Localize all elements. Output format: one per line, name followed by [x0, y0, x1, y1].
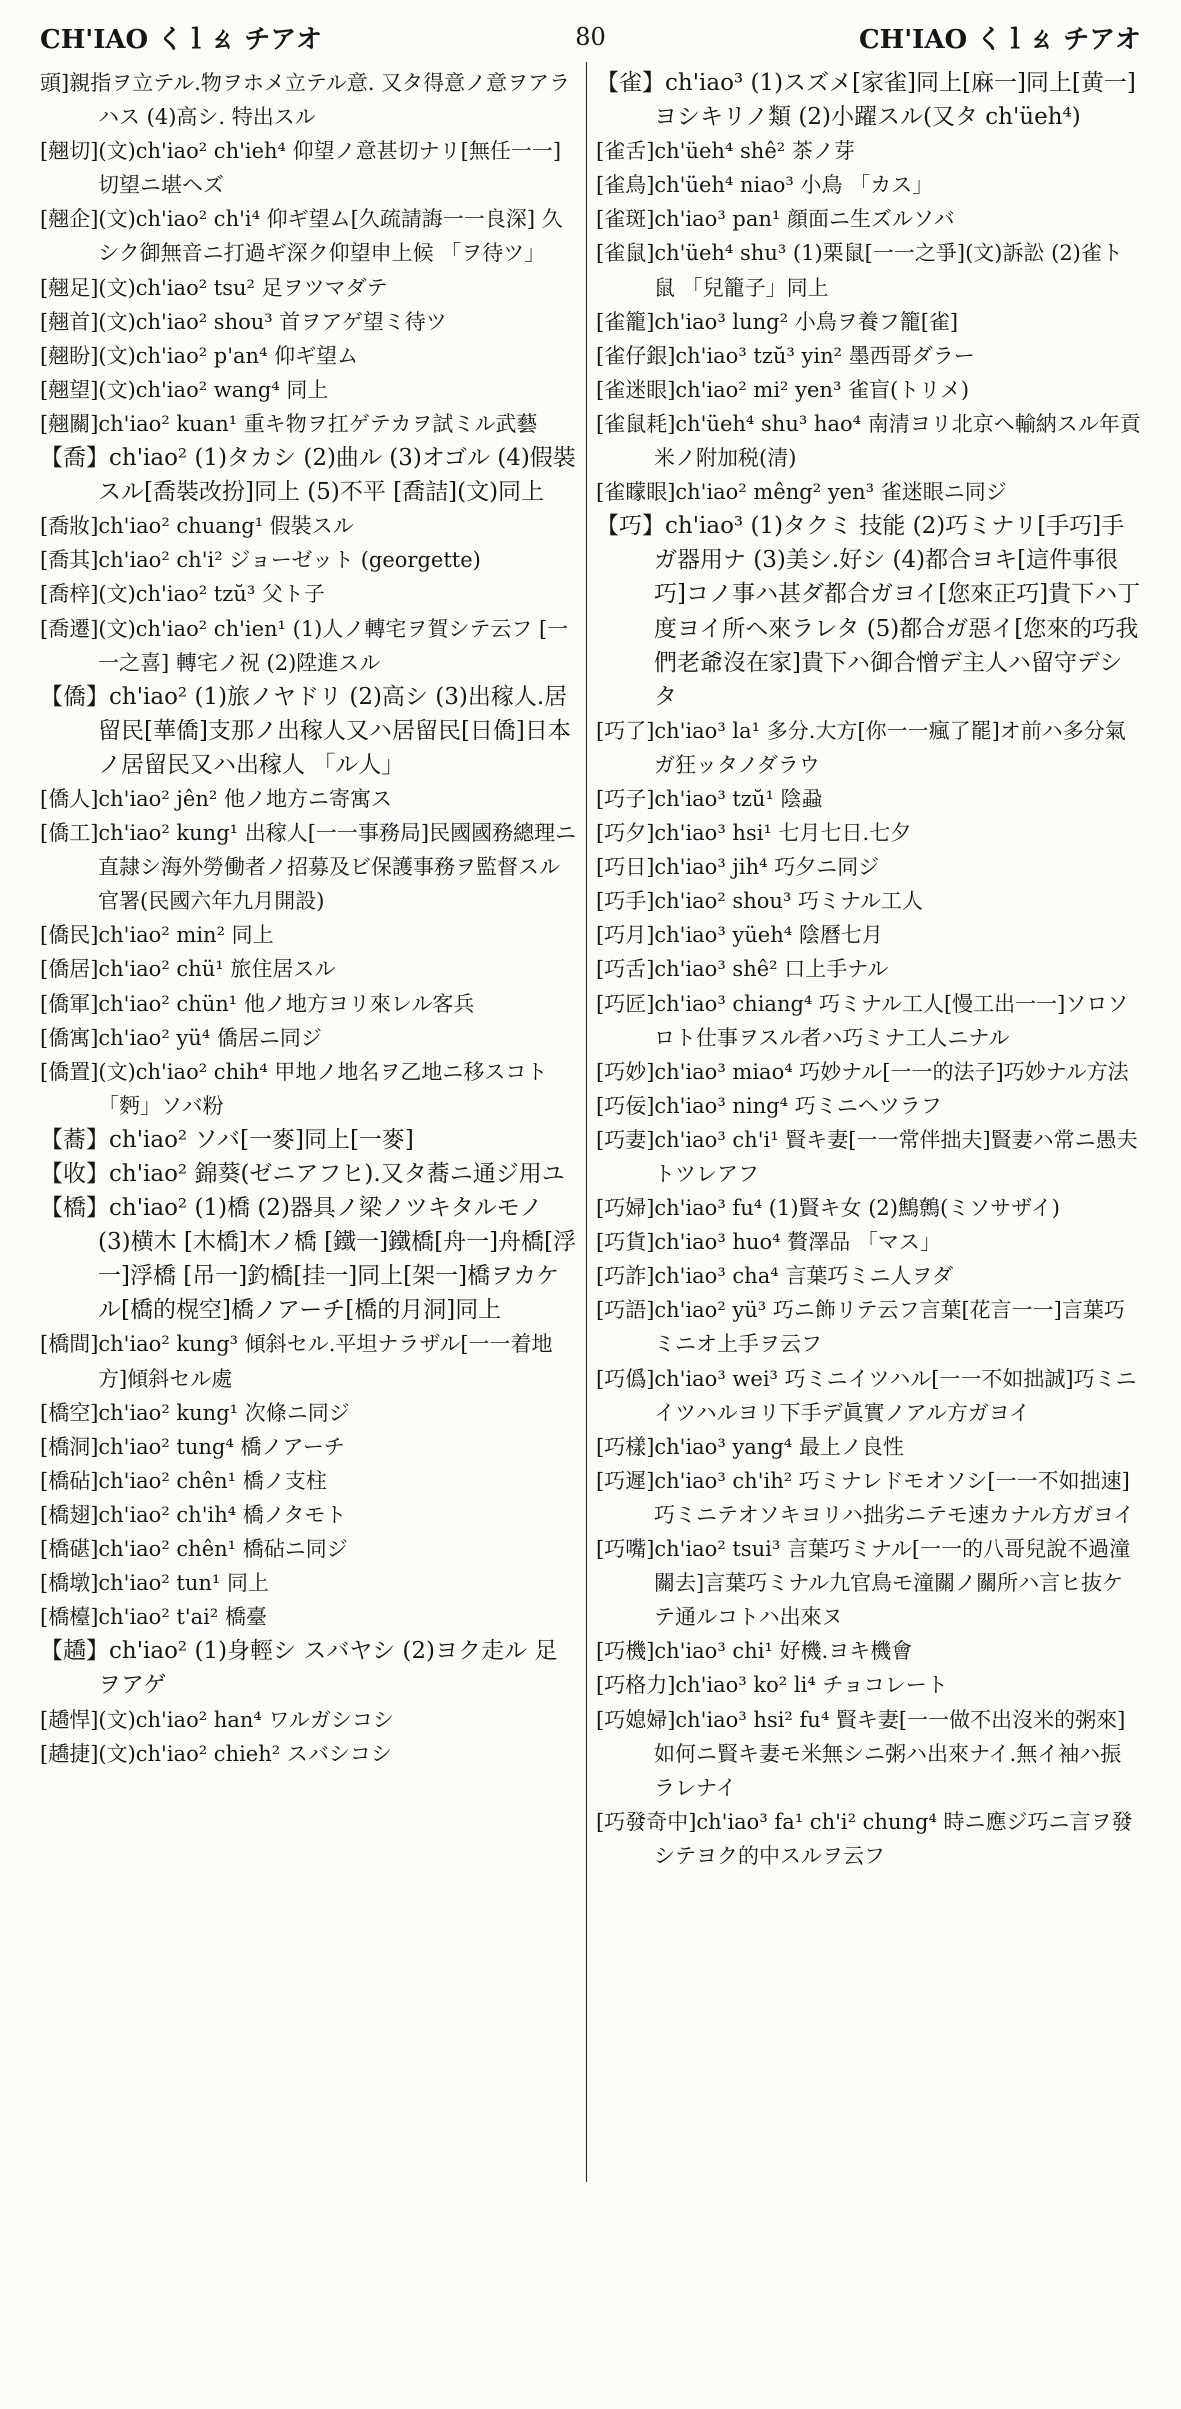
dictionary-entry: [翹足](文)ch'iao² tsu² 足ヲツマダテ: [40, 275, 388, 300]
dictionary-entry: 【喬】ch'iao² (1)タカシ (2)曲ル (3)オゴル (4)假裝スル[喬裝改扮]同上 (5)不平 [喬詰](文)同上: [40, 445, 576, 506]
dictionary-entry: [僑軍]ch'iao² chün¹ 他ノ地方ヨリ來レル客兵: [40, 991, 475, 1016]
dictionary-entry: [翹企](文)ch'iao² ch'i⁴ 仰ギ望ム[久疏請誨一一良深] 久シク御無音ニ打過ギ深ク仰望申上候 「ヲ待ツ」: [40, 207, 563, 266]
dictionary-entry: [橋墩]ch'iao² tun¹ 同上: [40, 1571, 270, 1596]
dictionary-entry: [翹切](文)ch'iao² ch'ieh⁴ 仰望ノ意甚切ナリ[無任一一]切望ニ堪ヘズ: [40, 139, 562, 198]
dictionary-entry: 【收】ch'iao² 錦葵(ゼニアフヒ).又タ蕎ニ通ジ用ユ: [40, 1161, 565, 1187]
column-divider: [586, 62, 587, 2182]
dictionary-entry: [巧手]ch'iao² shou³ 巧ミナル工人: [596, 889, 923, 914]
dictionary-entry: [橋間]ch'iao² kung³ 傾斜セル.平坦ナラザル[一一着地方]傾斜セル處: [40, 1332, 553, 1391]
dictionary-entry: [橋空]ch'iao² kung¹ 次條ニ同ジ: [40, 1400, 350, 1425]
dictionary-entry: [巧匠]ch'iao³ chiang⁴ 巧ミナル工人[慢工出一一]ソロソロト仕事ヲスル者ハ巧ミナ工人ニナル: [596, 991, 1129, 1050]
dictionary-entry: [喬遷](文)ch'iao² ch'ien¹ (1)人ノ轉宅ヲ賀シテ云フ [一一之喜] 轉宅ノ祝 (2)陞進スル: [40, 616, 569, 675]
dictionary-entry: [翹首](文)ch'iao² shou³ 首ヲアゲ望ミ待ツ: [40, 309, 447, 334]
dictionary-entry: [巧月]ch'iao³ yüeh⁴ 陰曆七月: [596, 923, 883, 948]
dictionary-entry: [巧妻]ch'iao³ ch'i¹ 賢キ妻[一一常伴拙夫]賢妻ハ常ニ愚夫トツレアフ: [596, 1127, 1138, 1186]
dictionary-entry: [趫捷](文)ch'iao² chieh² スバシコシ: [40, 1741, 392, 1766]
header-left: CH'IAO くｌㄠ チアオ: [40, 24, 323, 55]
dictionary-entry: [巧發奇中]ch'iao³ fa¹ ch'i² chung⁴ 時ニ應ジ巧ニ言ヲ發シテヨク的中スルヲ云フ: [596, 1809, 1133, 1868]
dictionary-entry: 【蕎】ch'iao² ソバ[一麥]同上[一麥]: [40, 1126, 414, 1153]
dictionary-entry: [僑人]ch'iao² jên² 他ノ地方ニ寄寓ス: [40, 786, 392, 811]
dictionary-entry: 【僑】ch'iao² (1)旅ノヤドリ (2)高シ (3)出稼人.居留民[華僑]支那ノ出稼人又ハ居留民[日僑]日本ノ居留民又ハ出稼人 「ル人」: [40, 683, 571, 778]
dictionary-entry: [巧遲]ch'iao³ ch'ih² 巧ミナレドモオソシ[一一不如拙速]巧ミニテオソキヨリハ拙劣ニテモ速カナル方ガヨイ: [596, 1468, 1135, 1527]
page-number: 80: [575, 23, 606, 51]
dictionary-entry: [橋砧]ch'iao² chên¹ 橋ノ支柱: [40, 1468, 327, 1493]
dictionary-entry: [雀舌]ch'üeh⁴ shê² 茶ノ芽: [596, 139, 855, 164]
dictionary-entry: [巧貨]ch'iao³ huo⁴ 贅澤品 「マス」: [596, 1230, 941, 1255]
dictionary-entry: 【橋】ch'iao² (1)橋 (2)器具ノ梁ノツキタルモノ (3)横木 [木橋]木ノ橋 [鐵一]鐵橋[舟一]舟橋[浮一]浮橋 [吊一]釣橋[挂一]同上[架一]橋ヲカケル[橋的榥空]橋ノアーチ[橋的月洞]同上: [40, 1195, 577, 1324]
dictionary-entry: 【趫】ch'iao² (1)身輕シ スバヤシ (2)ヨク走ル 足ヲアゲ: [40, 1638, 558, 1699]
left-column: [40, 66, 580, 2349]
dictionary-entry: [雀仔銀]ch'iao³ tzŭ³ yin² 墨西哥ダラー: [596, 343, 975, 368]
dictionary-entry: [翹關]ch'iao² kuan¹ 重キ物ヲ扛ゲテカヲ試ミル武藝: [40, 411, 538, 436]
dictionary-entry: [巧媳婦]ch'iao³ hsi² fu⁴ 賢キ妻[一一做不出沒米的粥來]如何ニ賢キ妻モ米無シニ粥ハ出來ナイ.無イ袖ハ振ラレナイ: [596, 1707, 1126, 1800]
dictionary-entry: [橋碪]ch'iao² chên¹ 橋砧ニ同ジ: [40, 1537, 348, 1562]
dictionary-entry: [巧婦]ch'iao³ fu⁴ (1)賢キ女 (2)鷦鷯(ミソサザイ): [596, 1196, 1060, 1221]
dictionary-entry: 【巧】ch'iao³ (1)タクミ 技能 (2)巧ミナリ[手巧]手ガ器用ナ (3)美シ.好シ (4)都合ヨキ[這件事很巧]コノ事ハ甚ダ都合ガヨイ[您來正巧]貴下ハ丁度ヨイ所ヘ來ラレタ (5)都合ガ惡イ[您來的巧我們老爺沒在家]貴下ハ御合憎デ主人ハ留守デシタ: [596, 513, 1141, 710]
dictionary-entry: [巧僞]ch'iao³ wei³ 巧ミニイツハル[一一不如拙誠]巧ミニイツハルヨリ下手デ眞實ノアル方ガヨイ: [596, 1366, 1137, 1425]
dictionary-entry: [翹望](文)ch'iao² wang⁴ 同上: [40, 377, 329, 402]
dictionary-entry: [巧嘴]ch'iao² tsui³ 言葉巧ミナル[一一的八哥兒說不過潼關去]言葉巧ミナル九官鳥モ潼關ノ關所ハ言ヒ抜ケテ通ルコトハ出來ヌ: [596, 1537, 1131, 1630]
dictionary-entry: [巧舌]ch'iao³ shê² 口上手ナル: [596, 957, 889, 982]
dictionary-entry: [巧夕]ch'iao³ hsi¹ 七月七日.七夕: [596, 821, 912, 846]
header-right: CH'IAO くｌㄠ チアオ: [858, 24, 1141, 55]
dictionary-entry: [橋翅]ch'iao² ch'ih⁴ 橋ノタモト: [40, 1502, 347, 1527]
page-header: [40, 14, 1141, 60]
dictionary-entry: [巧詐]ch'iao³ cha⁴ 言葉巧ミニ人ヲダ: [596, 1264, 954, 1289]
dictionary-entry: [巧格力]ch'iao³ ko² li⁴ チョコレート: [596, 1673, 948, 1698]
dictionary-entry: [雀鳥]ch'üeh⁴ niao³ 小鳥 「カス」: [596, 173, 934, 198]
dictionary-entry: 【雀】ch'iao³ (1)スズメ[家雀]同上[麻一]同上[黄一]ヨシキリノ類 (2)小躍スル(又タ ch'üeh⁴): [596, 70, 1136, 131]
dictionary-entry: [巧機]ch'iao³ chi¹ 好機.ヨキ機會: [596, 1639, 913, 1664]
dictionary-entry: [僑民]ch'iao² min² 同上: [40, 923, 274, 948]
dictionary-entry: [巧子]ch'iao³ tzŭ¹ 陰蝨: [596, 786, 823, 811]
dictionary-entry: [翹盼](文)ch'iao² p'an⁴ 仰ギ望ム: [40, 343, 359, 368]
dictionary-entry: [雀鼠]ch'üeh⁴ shu³ (1)栗鼠[一一之爭](文)訴訟 (2)雀ト鼠 「兒籠子」同上: [596, 241, 1123, 300]
dictionary-entry: [僑置](文)ch'iao² chih⁴ 甲地ノ地名ヲ乙地ニ移スコト 「麪」ソバ粉: [40, 1059, 548, 1118]
dictionary-entry: [巧樣]ch'iao³ yang⁴ 最上ノ良性: [596, 1434, 904, 1459]
dictionary-entry: [橋檯]ch'iao² t'ai² 橋臺: [40, 1605, 267, 1630]
dictionary-entry: [雀矇眼]ch'iao² mêng² yen³ 雀迷眼ニ同ジ: [596, 480, 1007, 505]
dictionary-entry: [雀斑]ch'iao³ pan¹ 顔面ニ生ズルソバ: [596, 207, 955, 232]
dictionary-entry: [巧語]ch'iao² yü³ 巧ニ飾リテ云フ言葉[花言一一]言葉巧ミニオ上手ヲ云フ: [596, 1298, 1125, 1357]
dictionary-entry: [橋洞]ch'iao² tung⁴ 橋ノアーチ: [40, 1434, 345, 1459]
dictionary-entry: [巧日]ch'iao³ jih⁴ 巧夕ニ同ジ: [596, 855, 880, 880]
dictionary-entry: [喬其]ch'iao² ch'i² ジョーゼット (georgette): [40, 548, 481, 573]
dictionary-entry: [雀鼠耗]ch'üeh⁴ shu³ hao⁴ 南清ヨリ北京ヘ輸納スル年貢米ノ附加税(清): [596, 411, 1141, 471]
dictionary-entry: [喬妝]ch'iao² chuang¹ 假裝スル: [40, 514, 354, 539]
dictionary-entry: [喬梓](文)ch'iao² tzŭ³ 父ト子: [40, 582, 325, 607]
dictionary-entry: [巧佞]ch'iao³ ning⁴ 巧ミニヘツラフ: [596, 1093, 942, 1118]
dictionary-entry: [僑居]ch'iao² chü¹ 旅住居スル: [40, 957, 336, 982]
dictionary-entry: [趫悍](文)ch'iao² han⁴ ワルガシコシ: [40, 1707, 394, 1732]
dictionary-entry: [雀迷眼]ch'iao² mi² yen³ 雀盲(トリメ): [596, 377, 970, 402]
dictionary-entry: [僑工]ch'iao² kung¹ 出稼人[一一事務局]民國國務總理ニ直隷シ海外勞働者ノ招募及ビ保護事務ヲ監督スル官署(民國六年九月開設): [40, 821, 577, 914]
dictionary-entry: [巧妙]ch'iao³ miao⁴ 巧妙ナル[一一的法子]巧妙ナル方法: [596, 1059, 1129, 1084]
dictionary-entry: [巧了]ch'iao³ la¹ 多分.大方[你一一瘋了罷]オ前ハ多分氣ガ狂ッタノダラウ: [596, 718, 1126, 777]
dictionary-entry: [雀籠]ch'iao³ lung² 小鳥ヲ養フ籠[雀]: [596, 309, 959, 334]
dictionary-entry: [僑寓]ch'iao² yü⁴ 僑居ニ同ジ: [40, 1025, 322, 1050]
right-column: [596, 66, 1141, 2349]
dictionary-entry: 頭]親指ヲ立テル.物ヲホメ立テル意. 又タ得意ノ意ヲアラハス (4)高シ. 特出スル: [40, 71, 571, 130]
